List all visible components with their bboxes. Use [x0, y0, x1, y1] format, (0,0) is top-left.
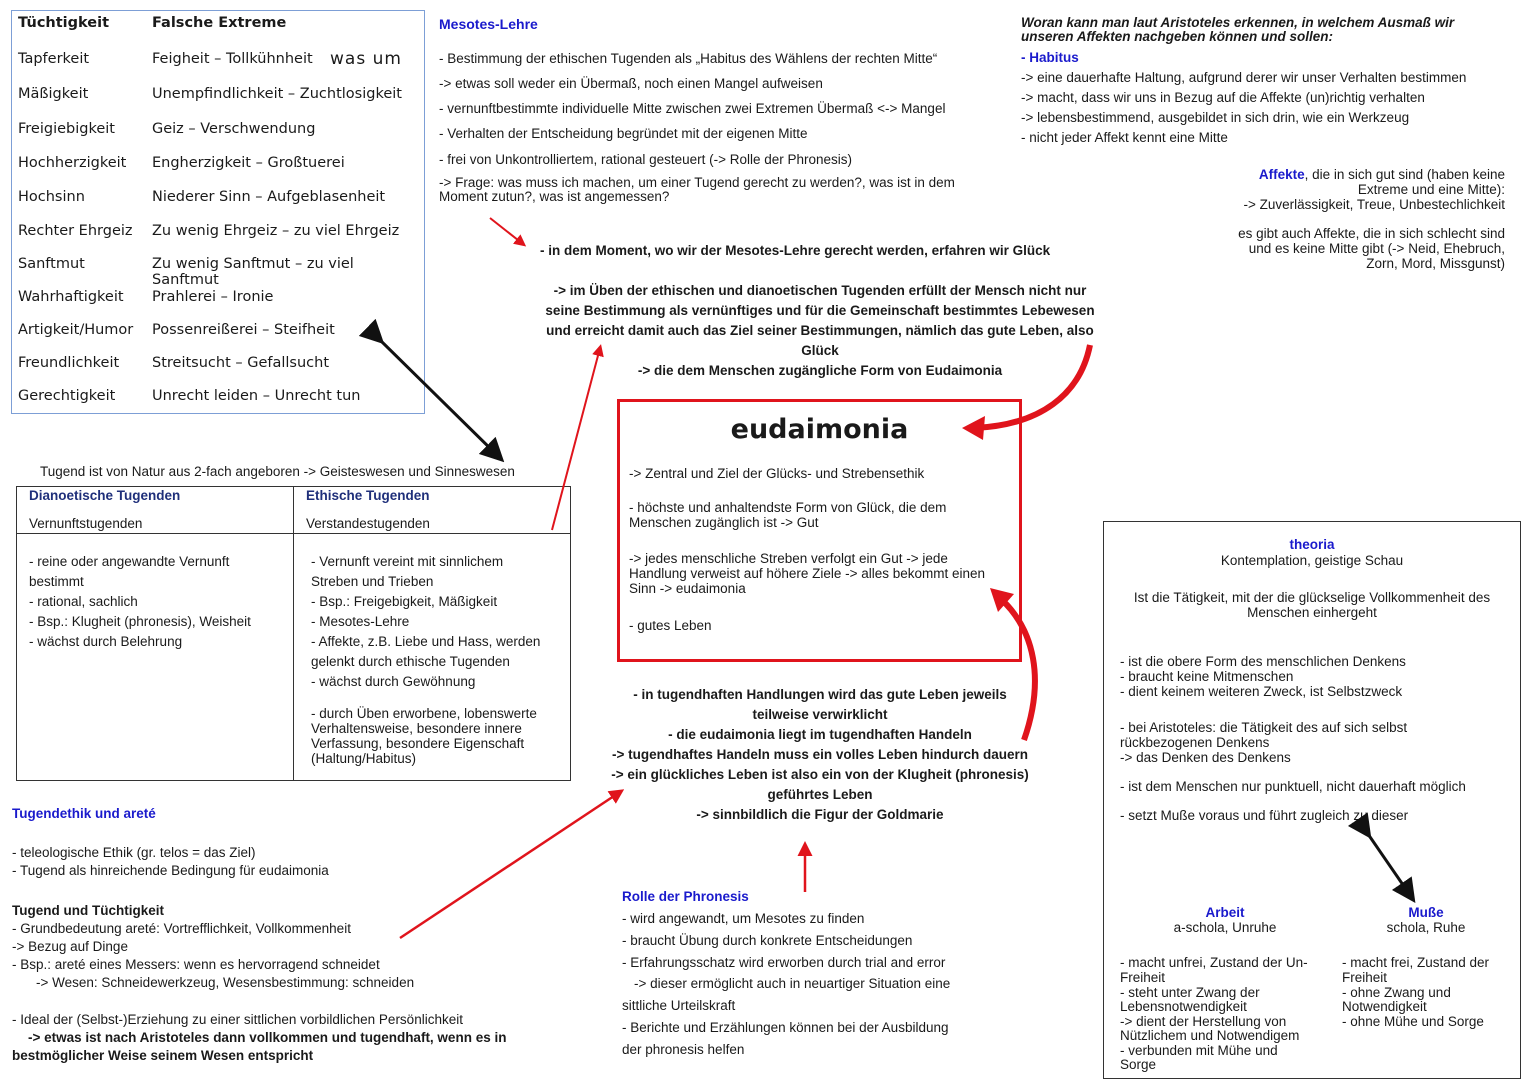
mesotes-line: -> etwas soll weder ein Übermaß, noch einen Mangel aufweisen — [439, 76, 823, 91]
arete-title: Tugendethik und areté — [12, 806, 156, 821]
arete-line: - teleologische Ethik (gr. telos = das Ziel) — [12, 845, 256, 860]
arete-line: - Bsp.: areté eines Messers: wenn es hervorragend schneidet — [12, 957, 380, 972]
header-falsche-extreme: Falsche Extreme — [152, 15, 287, 31]
ethische-line: Streben und Trieben — [311, 574, 434, 589]
virtue-name: Rechter Ehrgeiz — [18, 223, 133, 239]
virtue-name: Mäßigkeit — [18, 86, 89, 102]
affekte-bad-line: Zorn, Mord, Missgunst) — [1366, 256, 1505, 271]
arrow-arete-center — [400, 792, 620, 938]
theoria-list-line: rückbezogenen Denkens — [1120, 735, 1270, 750]
ethische-line: - Bsp.: Freigebigkeit, Mäßigkeit — [311, 594, 498, 609]
center-glueck-line: - in dem Moment, wo wir der Mesotes-Lehre gerecht werden, erfahren wir Glück — [540, 243, 1051, 258]
virtue-extremes: Zu wenig Ehrgeiz – zu viel Ehrgeiz — [152, 223, 400, 239]
phronesis-line: - Berichte und Erzählungen können bei der Ausbildung — [622, 1020, 949, 1035]
virtue-name: Wahrhaftigkeit — [18, 289, 124, 305]
phronesis-line: - wird angewandt, um Mesotes zu finden — [622, 911, 865, 926]
habitus-line: -> macht, dass wir uns in Bezug auf die Affekte (un)richtig verhalten — [1021, 90, 1425, 105]
arbeit-line: Sorge — [1120, 1057, 1157, 1072]
center-para-line: Glück — [801, 343, 839, 358]
musse-line: - ohne Zwang und — [1342, 985, 1451, 1000]
arbeit-line: -> dient der Herstellung von — [1120, 1014, 1287, 1029]
affekte-line-2: Extreme und eine Mitte): — [1357, 182, 1505, 197]
arete-subtitle: Tugend und Tüchtigkeit — [12, 903, 164, 918]
habitus-question-1: Woran kann man laut Aristoteles erkennen, in welchem Ausmaß wir — [1021, 15, 1455, 30]
affekte-bad-line: es gibt auch Affekte, die in sich schlecht sind — [1238, 226, 1505, 241]
theoria-subtitle: Kontemplation, geistige Schau — [1220, 553, 1404, 568]
habitus-line: - nicht jeder Affekt kennt eine Mitte — [1021, 130, 1228, 145]
arbeit-subtitle: a-schola, Unruhe — [1173, 920, 1277, 935]
habitus-line: -> eine dauerhafte Haltung, aufgrund derer wir unser Verhalten bestimmen — [1021, 70, 1467, 85]
handwritten-note: was um — [330, 49, 402, 69]
ethische-extra-line: Verfassung, besondere Eigenschaft — [311, 736, 525, 751]
center-bottom-line: -> ein glückliches Leben ist also ein von der Klugheit (phronesis) — [611, 767, 1029, 782]
dianoetische-line: - rational, sachlich — [29, 594, 138, 609]
habitus-question-2: unseren Affekten nachgeben können und sollen: — [1021, 29, 1334, 44]
ethische-line: gelenkt durch ethische Tugenden — [311, 654, 510, 669]
arrow-mesotes-glueck — [490, 218, 523, 244]
arbeit-line: - verbunden mit Mühe und — [1120, 1043, 1278, 1058]
theoria-line: - ist dem Menschen nur punktuell, nicht dauerhaft möglich — [1120, 779, 1466, 794]
arete-line: - Tugend als hinreichende Bedingung für eudaimonia — [12, 863, 329, 878]
virtue-extremes: Prahlerei – Ironie — [152, 289, 274, 305]
arbeit-line: Nützlichem und Notwendigem — [1120, 1028, 1300, 1043]
virtue-extremes: Geiz – Verschwendung — [152, 121, 316, 137]
habitus-line: -> lebensbestimmend, ausgebildet in sich drin, wie ein Werkzeug — [1021, 110, 1410, 125]
mesotes-line: - vernunftbestimmte individuelle Mitte zwischen zwei Extremen Übermaß <-> Mangel — [439, 101, 946, 116]
virtue-name: Hochherzigkeit — [18, 155, 127, 171]
mesotes-line: - Verhalten der Entscheidung begründet mit der eigenen Mitte — [439, 126, 808, 141]
virtue-extremes: Streitsucht – Gefallsucht — [152, 355, 330, 371]
dianoetische-title: Dianoetische Tugenden — [29, 488, 181, 503]
habitus-title: - Habitus — [1021, 50, 1079, 65]
eudaimonia-line: Menschen zugänglich ist -> Gut — [629, 515, 819, 530]
arete-line: - Grundbedeutung areté: Vortrefflichkeit, Vollkommenheit — [12, 921, 351, 936]
ethische-line: - Vernunft vereint mit sinnlichem — [311, 554, 504, 569]
arete-conclusion-2: bestmöglicher Weise seinem Wesen entspricht — [12, 1048, 314, 1063]
arete-ideal: - Ideal der (Selbst-)Erziehung zu einer sittlichen vorbildlichen Persönlichkeit — [12, 1012, 463, 1027]
eudaimonia-line: -> jedes menschliche Streben verfolgt ein Gut -> jede — [629, 551, 948, 566]
arete-line: -> Bezug auf Dinge — [12, 939, 128, 954]
mesotes-line: - frei von Unkontrolliertem, rational gesteuert (-> Rolle der Phronesis) — [439, 152, 853, 167]
theoria-definition-1: Ist die Tätigkeit, mit der die glückselige Vollkommenheit des — [1133, 590, 1491, 605]
ethische-line: - wächst durch Gewöhnung — [311, 674, 476, 689]
center-bottom-line: - die eudaimonia liegt im tugendhaften Handeln — [668, 727, 972, 742]
mesotes-title: Mesotes-Lehre — [439, 16, 538, 32]
virtue-extremes: Unempfindlichkeit – Zuchtlosigkeit — [152, 86, 402, 102]
affekte-title: Affekte — [1258, 167, 1305, 182]
arrow-curve-bottom — [1000, 598, 1035, 740]
theoria-list-line: - braucht keine Mitmenschen — [1120, 669, 1294, 684]
phronesis-line: -> dieser ermöglicht auch in neuartiger Situation eine — [634, 976, 951, 991]
virtue-name: Artigkeit/Humor — [18, 322, 134, 338]
mesotes-question-2: Moment zutun?, was ist angemessen? — [439, 189, 670, 204]
center-bottom-line: -> sinnbildlich die Figur der Goldmarie — [696, 807, 944, 822]
dianoetische-line: - Bsp.: Klugheit (phronesis), Weisheit — [29, 614, 251, 629]
ethische-extra-line: Verhaltensweise, besondere innere — [311, 721, 522, 736]
center-bottom-line: teilweise verwirklicht — [752, 707, 888, 722]
arrow-curve-top — [975, 345, 1090, 428]
virtue-name: Sanftmut — [18, 256, 85, 272]
center-para-line: seine Bestimmung als vernünftiges und für die Gemeinschaft bestimmtes Lebewesen — [545, 303, 1095, 318]
phronesis-line: der phronesis helfen — [622, 1042, 745, 1057]
center-para-line: -> die dem Menschen zugängliche Form von Eudaimonia — [637, 363, 1003, 378]
virtue-extremes: Niederer Sinn – Aufgeblasenheit — [152, 189, 386, 205]
arbeit-title: Arbeit — [1205, 905, 1245, 920]
virtue-extremes: Possenreißerei – Steifheit — [152, 322, 335, 338]
arbeit-line: - steht unter Zwang der — [1120, 985, 1260, 1000]
musse-line: - macht frei, Zustand der — [1342, 955, 1490, 970]
ethische-extra-line: - durch Üben erworbene, lobenswerte — [311, 706, 537, 721]
musse-title: Muße — [1408, 905, 1444, 920]
eudaimonia-title: eudaimonia — [730, 414, 909, 445]
mesotes-question-1: -> Frage: was muss ich machen, um einer Tugend gerecht zu werden?, was ist in dem — [439, 175, 955, 190]
arbeit-line: Lebensnotwendigkeit — [1120, 999, 1247, 1014]
arrow-theoria-musse — [1368, 834, 1412, 898]
ethische-line: - Affekte, z.B. Liebe und Hass, werden — [311, 634, 541, 649]
ethische-sub: Verstandestugenden — [306, 516, 430, 531]
dianoetische-sub: Vernunftstugenden — [29, 516, 143, 531]
virtue-extremes: Zu wenig Sanftmut – zu viel Sanftmut — [152, 256, 354, 288]
tugend-intro: Tugend ist von Natur aus 2-fach angeboren -> Geisteswesen und Sinneswesen — [40, 464, 515, 479]
phronesis-line: sittliche Urteilskraft — [622, 998, 736, 1013]
theoria-definition-2: Menschen einhergeht — [1247, 605, 1377, 620]
arbeit-line: - macht unfrei, Zustand der Un- — [1120, 955, 1308, 970]
musse-line: Notwendigkeit — [1342, 999, 1427, 1014]
theoria-title: theoria — [1289, 537, 1335, 552]
virtue-extremes: Engherzigkeit – Großtuerei — [152, 155, 345, 171]
center-bottom-line: -> tugendhaftes Handeln muss ein volles Leben hindurch dauern — [612, 747, 1028, 762]
eudaimonia-line: Sinn -> eudaimonia — [629, 581, 746, 596]
musse-line: Freiheit — [1342, 970, 1388, 985]
center-bottom-line: geführtes Leben — [767, 787, 873, 802]
arbeit-line: Freiheit — [1120, 970, 1166, 985]
dianoetische-line: - reine oder angewandte Vernunft — [29, 554, 230, 569]
eudaimonia-line: - gutes Leben — [629, 618, 712, 633]
virtue-name: Freigiebigkeit — [18, 121, 115, 137]
virtue-name: Tapferkeit — [18, 51, 90, 67]
eudaimonia-line: -> Zentral und Ziel der Glücks- und Strebensethik — [629, 466, 925, 481]
arete-conclusion-1: -> etwas ist nach Aristoteles dann vollkommen und tugendhaft, wenn es in — [28, 1030, 507, 1045]
ethische-title: Ethische Tugenden — [306, 488, 430, 503]
affekte-bad-line: und es keine Mitte gibt (-> Neid, Ehebruch, — [1248, 241, 1505, 256]
eudaimonia-line: Handlung verweist auf höhere Ziele -> alles bekommt einen — [629, 566, 986, 581]
dianoetische-line: - wächst durch Belehrung — [29, 634, 183, 649]
theoria-list-line: - bei Aristoteles: die Tätigkeit des auf sich selbst — [1120, 720, 1408, 735]
ethische-extra-line: (Haltung/Habitus) — [311, 751, 417, 766]
arrow-curve-top-head — [962, 416, 985, 440]
mesotes-line: - Bestimmung der ethischen Tugenden als „Habitus des Wählens der rechten Mitte“ — [439, 51, 938, 66]
phronesis-line: - Erfahrungsschatz wird erworben durch trial and error — [622, 955, 946, 970]
affekte-line-1-rest: , die in sich gut sind (haben keine — [1304, 167, 1505, 182]
theoria-list-line: - dient keinem weiteren Zweck, ist Selbstzweck — [1120, 684, 1403, 699]
center-bottom-line: - in tugendhaften Handlungen wird das gute Leben jeweils — [633, 687, 1007, 702]
musse-line: - ohne Mühe und Sorge — [1342, 1014, 1484, 1029]
virtue-name: Gerechtigkeit — [18, 388, 116, 404]
center-para-line: und erreicht damit auch das Ziel seiner Bestimmungen, nämlich das gute Leben, also — [546, 323, 1094, 338]
dianoetische-line: bestimmt — [29, 574, 84, 589]
ethische-line: - Mesotes-Lehre — [311, 614, 410, 629]
musse-subtitle: schola, Ruhe — [1386, 920, 1466, 935]
arrow-virtues-tugend — [380, 340, 500, 458]
affekte-line-3: -> Zuverlässigkeit, Treue, Unbestechlichkeit — [1243, 197, 1505, 212]
theoria-list-line: -> das Denken des Denkens — [1120, 750, 1291, 765]
theoria-line: - setzt Muße voraus und führt zugleich zu dieser — [1120, 808, 1409, 823]
theoria-list-line: - ist die obere Form des menschlichen Denkens — [1120, 654, 1406, 669]
arete-line: -> Wesen: Schneidewerkzeug, Wesensbestimmung: schneiden — [36, 975, 415, 990]
eudaimonia-line: - höchste und anhaltendste Form von Glück, die dem — [629, 500, 947, 515]
header-tuechtigkeit: Tüchtigkeit — [18, 15, 110, 31]
virtue-extremes: Unrecht leiden – Unrecht tun — [152, 388, 361, 404]
virtue-extremes: Feigheit – Tollkühnheit — [152, 51, 313, 67]
arrow-tugend-center — [552, 348, 600, 530]
phronesis-line: - braucht Übung durch konkrete Entscheidungen — [622, 933, 913, 948]
phronesis-title: Rolle der Phronesis — [622, 889, 749, 904]
virtue-name: Freundlichkeit — [18, 355, 120, 371]
center-para-line: -> im Üben der ethischen und dianoetischen Tugenden erfüllt der Mensch nicht nur — [553, 283, 1087, 298]
virtue-name: Hochsinn — [18, 189, 85, 205]
